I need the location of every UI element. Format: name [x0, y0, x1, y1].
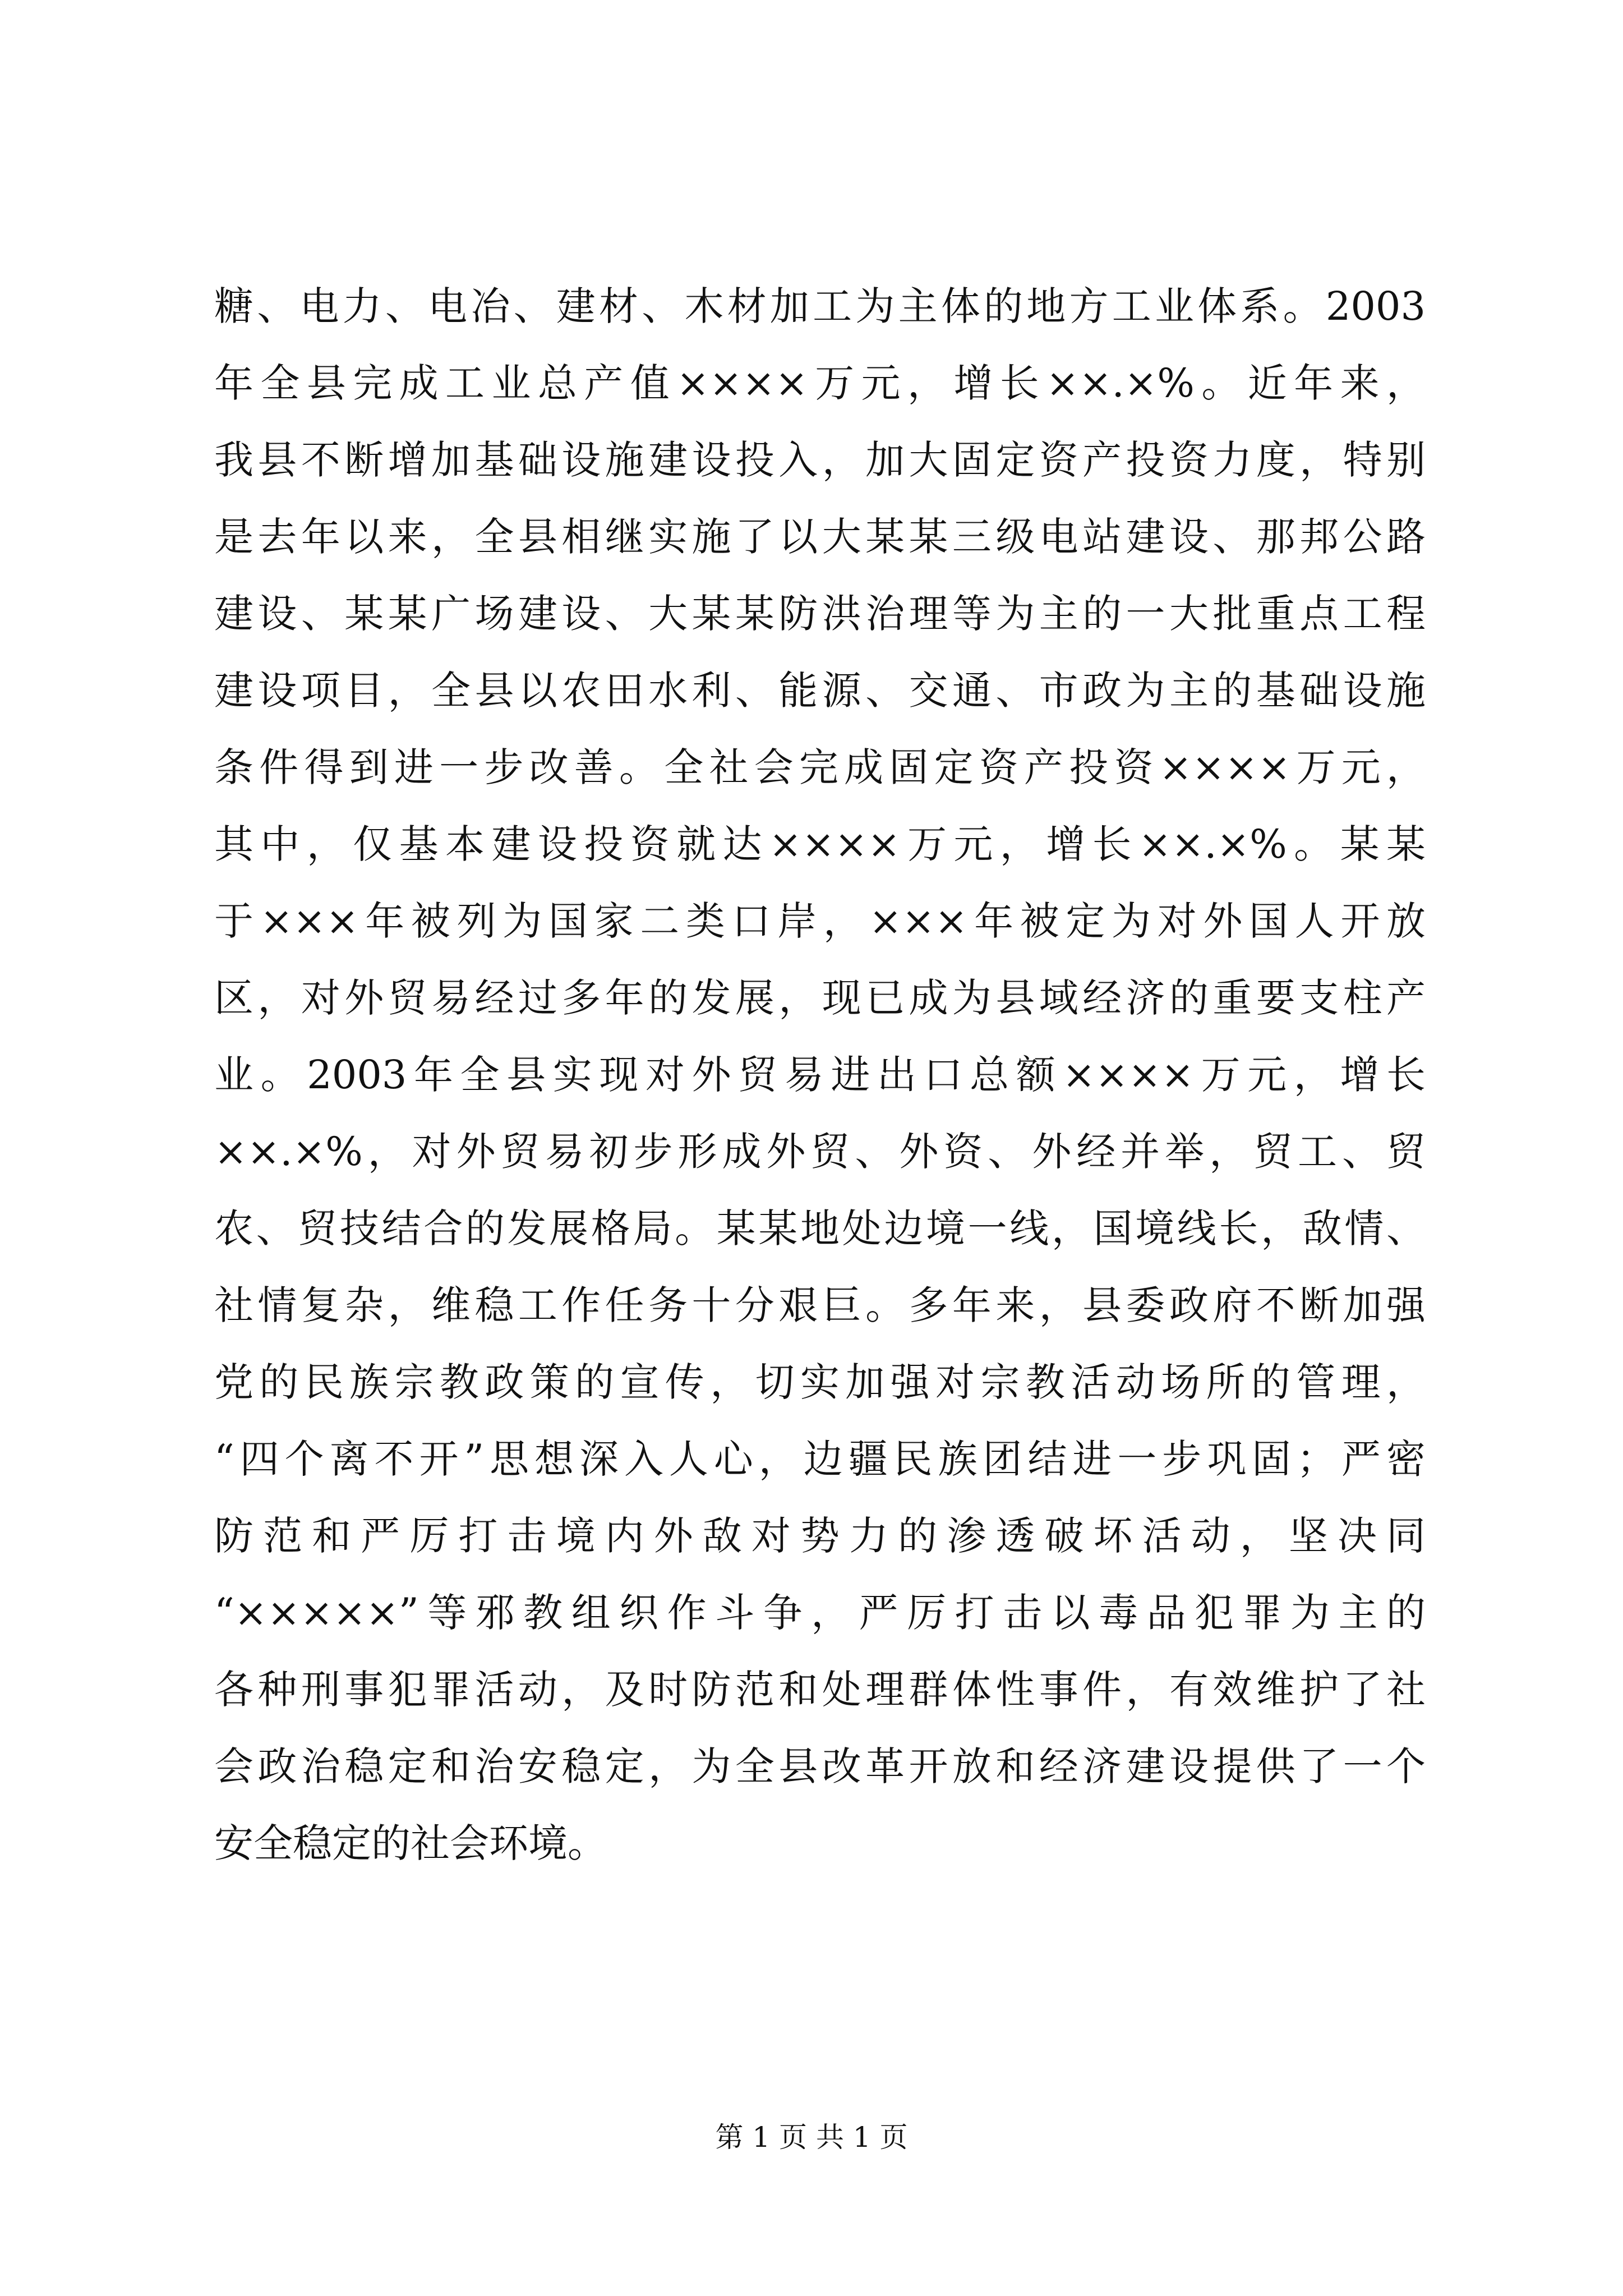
body-text [214, 268, 1426, 1882]
text-line-9: 于×××年被列为国家二类口岸，×××年被定为对外国人开放 [214, 898, 1426, 944]
text-line-8: 其中，仅基本建设投资就达××××万元，增长××.×%。某某 [214, 821, 1426, 867]
text-line-16: “四个离不开”思想深入人心，边疆民族团结进一步巩固；严密 [214, 1436, 1426, 1482]
text-line-12: ××.×%，对外贸易初步形成外贸、外资、外经并举，贸工、贸 [214, 1129, 1426, 1175]
text-line-3: 我县不断增加基础设施建设投入，加大固定资产投资力度，特别 [214, 437, 1426, 483]
text-line-4: 是去年以来，全县相继实施了以大某某三级电站建设、那邦公路 [214, 514, 1426, 560]
text-line-10: 区，对外贸易经过多年的发展，现已成为县域经济的重要支柱产 [214, 975, 1426, 1021]
text-line-7: 条件得到进一步改善。全社会完成固定资产投资××××万元， [214, 744, 1426, 790]
text-line-17: 防范和严厉打击境内外敌对势力的渗透破坏活动，坚决同 [214, 1513, 1426, 1559]
text-line-11: 业。2003年全县实现对外贸易进出口总额××××万元，增长 [214, 1052, 1426, 1098]
text-line-18: “×××××”等邪教组织作斗争，严厉打击以毒品犯罪为主的 [214, 1590, 1426, 1636]
text-line-13: 农、贸技结合的发展格局。某某地处边境一线，国境线长，敌情、 [214, 1205, 1426, 1251]
page-number-footer: 第 1 页 共 1 页 [715, 2121, 908, 2154]
text-line-19: 各种刑事犯罪活动，及时防范和处理群体性事件，有效维护了社 [214, 1667, 1426, 1713]
text-line-15: 党的民族宗教政策的宣传，切实加强对宗教活动场所的管理， [214, 1359, 1426, 1405]
text-line-1: 糖、电力、电冶、建材、木材加工为主体的地方工业体系。2003 [214, 283, 1426, 329]
text-line-14: 社情复杂，维稳工作任务十分艰巨。多年来，县委政府不断加强 [214, 1282, 1426, 1328]
text-line-6: 建设项目，全县以农田水利、能源、交通、市政为主的基础设施 [214, 668, 1426, 714]
text-line-20: 会政治稳定和治安稳定，为全县改革开放和经济建设提供了一个 [214, 1743, 1426, 1789]
text-line-21: 安全稳定的社会环境。 [214, 1820, 607, 1866]
text-line-5: 建设、某某广场建设、大某某防洪治理等为主的一大批重点工程 [214, 591, 1426, 637]
text-line-2: 年全县完成工业总产值××××万元，增长××.×%。近年来， [214, 360, 1426, 406]
